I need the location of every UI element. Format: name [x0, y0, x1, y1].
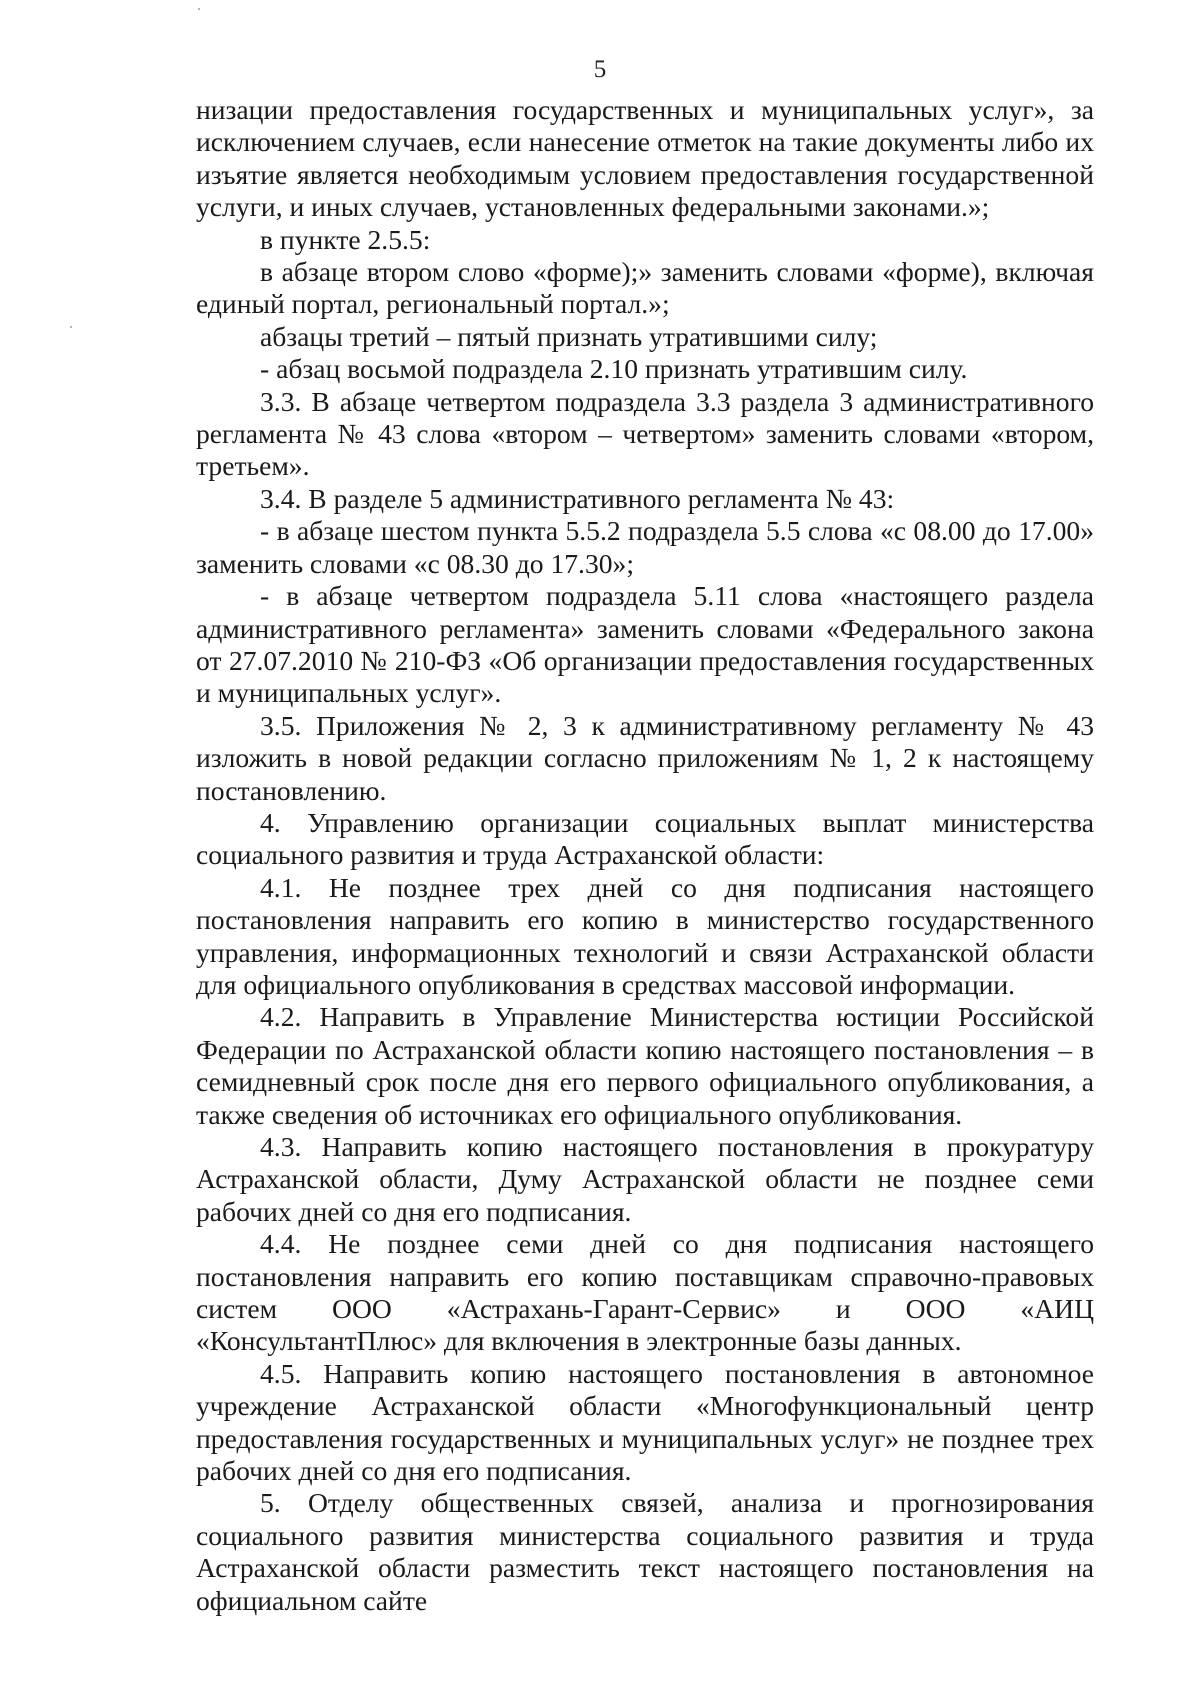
paragraph: - в абзаце четвертом подраздела 5.11 слова «настоящего раздела административного регламента» заменить словами «Федерального закона от 27.07.2010 № 210-ФЗ «Об организации предоставления государственных и муниципальных услуг». [196, 580, 1094, 709]
page-number: 5 [593, 56, 607, 83]
scan-speck [70, 326, 72, 328]
paragraph: абзацы третий – пятый признать утратившими силу; [260, 320, 878, 352]
paragraph: 3.3. В абзаце четвертом подраздела 3.3 раздела 3 административного регламента № 43 слова «втором – четвертом» заменить словами «втором, третьем». [196, 385, 1094, 482]
paragraph: 4.1. Не позднее трех дней со дня подписания настоящего постановления направить его копию в министерство государственного управления, информационных технологий и связи Астраханской области для официального опубликования в средствах массовой информации. [196, 871, 1094, 1000]
paragraph: низации предоставления государственных и муниципальных услуг», за исключением случаев, если нанесение отметок на такие документы либо их изъятие является необходимым условием предоставления государственной услуги, и иных случаев, установленных федеральными законами.»; [196, 94, 1094, 223]
paragraph: - в абзаце шестом пункта 5.5.2 подраздела 5.5 слова «с 08.00 до 17.00» заменить словами «с 08.30 до 17.30»; [196, 515, 1094, 579]
paragraph: 3.5. Приложения № 2, 3 к административному регламенту № 43 изложить в новой редакции согласно приложениям № 1, 2 к настоящему постановлению. [196, 709, 1094, 806]
paragraph: 5. Отделу общественных связей, анализа и прогнозирования социального развития министерства социального развития и труда Астраханской области разместить текст настоящего постановления на официальном сайте [196, 1487, 1094, 1616]
paragraph: - абзац восьмой подраздела 2.10 признать утратившим силу. [260, 353, 968, 385]
paragraph: 3.4. В разделе 5 административного регламента № 43: [260, 482, 895, 514]
paragraph: 4.3. Направить копию настоящего постановления в прокуратуру Астраханской области, Думу Астраханской области не позднее семи рабочих дней со дня его подписания. [196, 1131, 1094, 1227]
paragraph: 4. Управлению организации социальных выплат министерства социального развития и труда Астраханской области: [196, 806, 1094, 871]
scan-speck [198, 8, 200, 10]
paragraph: 4.2. Направить в Управление Министерства юстиции Российской Федерации по Астраханской области копию настоящего постановления – в семидневный срок после дня его первого официального опубликования, а также сведения об источниках его официального опубликования. [196, 1001, 1094, 1130]
paragraph: в пункте 2.5.5: [260, 223, 431, 255]
paragraph: 4.5. Направить копию настоящего постановления в автономное учреждение Астраханской области «Многофункциональный центр предоставления государственных и муниципальных услуг» не позднее трех рабочих дней со дня его подписания. [196, 1357, 1094, 1487]
paragraph: 4.4. Не позднее семи дней со дня подписания настоящего постановления направить его копию поставщикам справочно-правовых систем ООО «Астрахань-Гарант-Сервис» и ООО «АИЦ «КонсультантПлюс» для включения в электронные базы данных. [196, 1228, 1094, 1357]
document-body [196, 94, 1094, 1617]
paragraph: в абзаце втором слово «форме);» заменить словами «форме), включая единый портал, региональный портал.»; [196, 256, 1094, 320]
